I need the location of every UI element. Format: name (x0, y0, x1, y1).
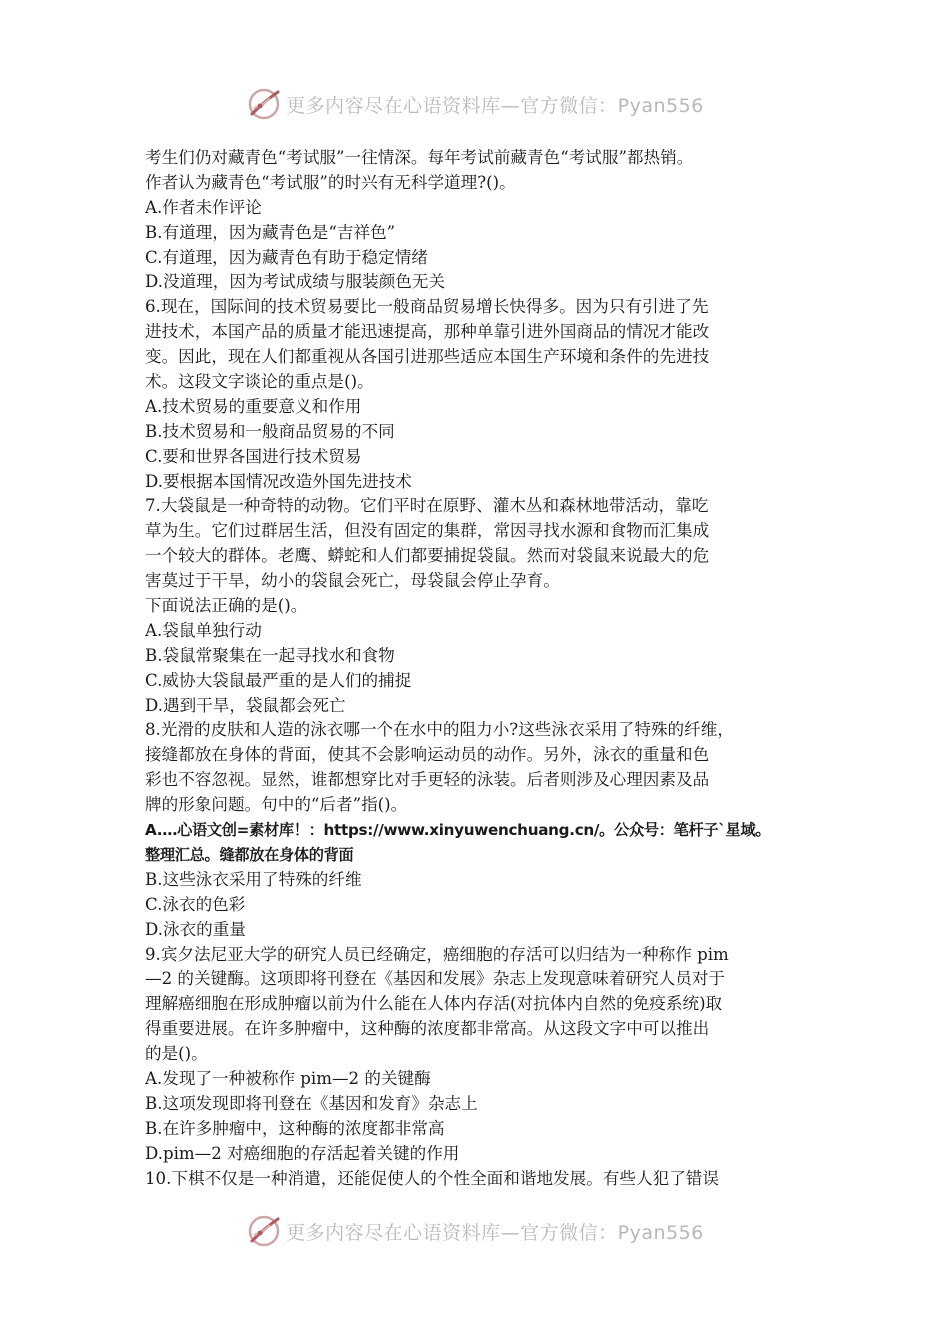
text-line: 牌的形象问题。句中的“后者”指()。 (145, 795, 408, 815)
option-line: C.威协大袋鼠最严重的是人们的捕捉 (145, 670, 412, 690)
option-line: A.技术贸易的重要意义和作用 (145, 396, 362, 416)
option-line: B.袋鼠常聚集在一起寻找水和食物 (145, 645, 395, 665)
text-line: 害莫过于干旱，幼小的袋鼠会死亡，母袋鼠会停止孕育。 (145, 571, 560, 591)
option-line: B.在许多肿瘤中，这种酶的浓度都非常高 (145, 1118, 445, 1138)
option-line: D.泳衣的重量 (145, 919, 246, 939)
footer-banner-text: 更多内容尽在心语资料库—官方微信：Pyan556 (286, 1221, 704, 1244)
question-line: 8.光滑的皮肤和人造的泳衣哪一个在水中的阻力小?这些泳衣采用了特殊的纤维， (145, 720, 734, 740)
option-line: D.要根据本国情况改造外国先进技术 (145, 471, 412, 491)
option-line: B.这项发现即将刊登在《基因和发育》杂志上 (145, 1093, 478, 1113)
text-line: 的是()。 (145, 1044, 208, 1064)
text-line: 接缝都放在身体的背面，使其不会影响运动员的动作。另外，泳衣的重量和色 (145, 745, 710, 765)
watermark-line: A.…心语文创=素材库！：https://www.xinyuwenchuang.cn/。公众号：笔杆子`星域。 (145, 821, 771, 840)
text-line: 变。因此，现在人们都重视从各国引进那些适应本国生产环境和条件的先进技 (145, 347, 710, 367)
text-line: 草为生。它们过群居生活，但没有固定的集群，常因寻找水源和食物而汇集成 (145, 521, 710, 541)
option-line: D.没道理，因为考试成绩与服装颜色无关 (145, 272, 446, 292)
brush-logo-icon (246, 86, 282, 122)
text-line: 彩也不容忽视。显然，谁都想穿比对手更轻的泳装。后者则涉及心理因素及品 (145, 770, 710, 790)
text-line: 一个较大的群体。老鹰、蟒蛇和人们都要捕捉袋鼠。然而对袋鼠来说最大的危 (145, 546, 710, 566)
option-line: B.技术贸易和一般商品贸易的不同 (145, 421, 395, 441)
text-line: 理解癌细胞在形成肿瘤以前为什么能在人体内存活(对抗体内自然的免疫系统)取 (145, 994, 723, 1014)
text-line: 下面说法正确的是()。 (145, 596, 308, 616)
header-banner-text: 更多内容尽在心语资料库—官方微信：Pyan556 (286, 94, 704, 117)
text-line: 作者认为藏青色“考试服”的时兴有无科学道理?()。 (145, 172, 516, 192)
option-line: A.作者未作评论 (145, 197, 262, 217)
option-line: C.泳衣的色彩 (145, 894, 246, 914)
question-line: 9.宾夕法尼亚大学的研究人员已经确定，癌细胞的存活可以归结为一种称作 pim (145, 944, 729, 964)
text-line: 得重要进展。在许多肿瘤中，这种酶的浓度都非常高。从这段文字中可以推出 (145, 1019, 710, 1039)
option-line: A.袋鼠单独行动 (145, 620, 262, 640)
option-line: A.发现了一种被称作 pim—2 的关键酶 (145, 1068, 431, 1088)
text-line: —2 的关键酶。这项即将刊登在《基因和发展》杂志上发现意味着研究人员对于 (145, 969, 726, 989)
watermark-line: 整理汇总。缝都放在身体的背面 (145, 845, 354, 864)
option-line: C.要和世界各国进行技术贸易 (145, 446, 362, 466)
brush-logo-icon (246, 1213, 282, 1249)
option-line: B.有道理，因为藏青色是“吉祥色” (145, 222, 396, 242)
option-line: D.遇到干旱，袋鼠都会死亡 (145, 695, 346, 715)
text-line: 进技术，本国产品的质量才能迅速提高，那种单靠引进外国商品的情况才能改 (145, 322, 710, 342)
document-body (145, 146, 813, 1191)
option-line: C.有道理，因为藏青色有助于稳定情绪 (145, 247, 428, 267)
question-line: 7.大袋鼠是一种奇特的动物。它们平时在原野、灌木丛和森林地带活动，靠吃 (145, 496, 709, 516)
text-line: 术。这段文字谈论的重点是()。 (145, 372, 374, 392)
question-line: 6.现在，国际间的技术贸易要比一般商品贸易增长快得多。因为只有引进了先 (145, 297, 709, 317)
header-banner (0, 84, 950, 124)
question-line: 10.下棋不仅是一种消遣，还能促使人的个性全面和谐地发展。有些人犯了错误 (145, 1168, 719, 1188)
footer-banner (0, 1211, 950, 1251)
option-line: B.这些泳衣采用了特殊的纤维 (145, 869, 362, 889)
option-line: D.pim—2 对癌细胞的存活起着关键的作用 (145, 1143, 460, 1163)
text-line: 考生们仍对藏青色“考试服”一往情深。每年考试前藏青色“考试服”都热销。 (145, 148, 694, 167)
